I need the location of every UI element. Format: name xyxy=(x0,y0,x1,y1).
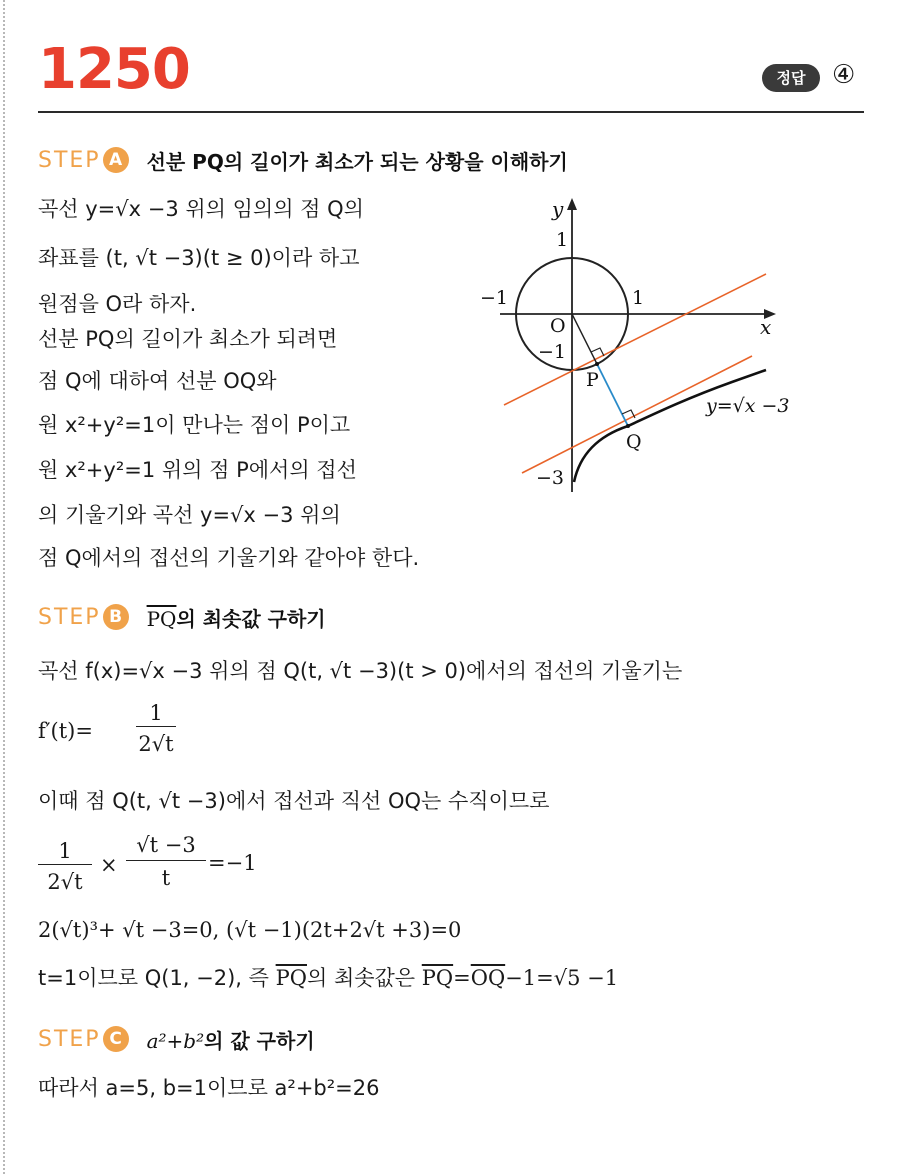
segment-pq xyxy=(597,364,628,426)
step-c-label: STEP xyxy=(38,1026,101,1052)
sqrt-curve xyxy=(574,370,766,482)
answer-value: ④ xyxy=(832,60,856,90)
step-c-heading xyxy=(38,1023,315,1055)
product-numerator-2: √t −3 xyxy=(126,830,206,861)
point-q xyxy=(626,424,630,428)
step-a-line-8: 의 기울기와 곡선 y=√x −3 위의 xyxy=(38,503,341,527)
step-a-line-1: 곡선 y=√x −3 위의 임의의 점 Q의 xyxy=(38,197,364,221)
tick-label-y-neg-1: −1 xyxy=(538,341,567,363)
product-times: × xyxy=(100,853,118,877)
header-divider xyxy=(38,111,864,113)
origin-label: O xyxy=(550,315,566,337)
step-b-label: STEP xyxy=(38,604,101,630)
step-b-line-6-b: 의 최솟값은 xyxy=(306,966,422,990)
step-a-badge: A xyxy=(103,147,129,173)
product-denominator-2: t xyxy=(161,866,171,890)
step-b-line-6-oq: $\overline{OQ}$ xyxy=(470,966,506,990)
step-a-line-4: 선분 PQ의 길이가 최소가 되려면 xyxy=(38,327,338,351)
tick-label-x-neg-1: −1 xyxy=(480,287,509,309)
tick-label-x-1: 1 xyxy=(632,287,645,309)
step-b-title-rest: 의 최솟값 구하기 xyxy=(176,606,326,631)
tick-label-y-neg-3: −3 xyxy=(536,467,565,489)
page-margin-rule xyxy=(3,0,5,1174)
product-denominator-1: 2√t xyxy=(47,870,83,894)
segment-op xyxy=(572,314,597,364)
step-c-title xyxy=(147,1025,315,1054)
point-label-p: P xyxy=(586,369,599,391)
step-b-title xyxy=(147,603,326,632)
step-c-title-rest: 의 값 구하기 xyxy=(204,1028,315,1053)
step-b-line-6-c: −1=√5 −1 xyxy=(505,966,619,990)
step-b-heading xyxy=(38,601,326,633)
axis-label-x: x xyxy=(760,315,772,339)
derivative-lhs: f′(t)= xyxy=(38,719,93,743)
product-numerator-1: 1 xyxy=(38,838,92,865)
step-b-line-6-pq2: $\overline{PQ}$ xyxy=(421,966,454,990)
step-b-line-3: 이때 점 Q(t, √t −3)에서 접선과 직선 OQ는 수직이므로 xyxy=(38,789,550,813)
y-axis-arrow-icon xyxy=(567,198,577,210)
step-a-label: STEP xyxy=(38,147,101,173)
step-b-line-1: 곡선 f(x)=√x −3 위의 점 Q(t, √t −3)(t > 0)에서의 접선의 기울기는 xyxy=(38,659,683,683)
axis-label-y: y xyxy=(552,197,564,221)
point-label-q: Q xyxy=(626,431,642,453)
product-rhs: =−1 xyxy=(208,851,257,875)
step-a-line-3: 원점을 O라 하자. xyxy=(38,292,197,316)
step-b-line-6 xyxy=(38,963,618,993)
step-a-line-7: 원 x²+y²=1 위의 점 P에서의 접선 xyxy=(38,458,357,482)
step-a-line-6: 원 x²+y²=1이 만나는 점이 P이고 xyxy=(38,413,351,437)
step-b-line-6-pq: $\overline{PQ}$ xyxy=(275,966,307,990)
step-b-line-6-eq: = xyxy=(453,966,471,990)
step-b-derivative xyxy=(38,716,93,746)
coordinate-graph xyxy=(470,192,850,512)
step-a-title: 선분 PQ의 길이가 최소가 되는 상황을 이해하기 xyxy=(146,149,568,174)
point-p xyxy=(595,362,599,366)
step-b-line-5: 2(√t)³+ √t −3=0, (√t −1)(2t+2√t +3)=0 xyxy=(38,918,462,942)
derivative-numerator: 1 xyxy=(136,700,176,727)
step-a-line-2: 좌표를 (t, √t −3)(t ≥ 0)이라 하고 xyxy=(38,246,360,270)
derivative-denominator: 2√t xyxy=(138,732,174,756)
step-a-line-5: 점 Q에 대하여 선분 OQ와 xyxy=(38,369,277,393)
answer-badge: 정답 xyxy=(762,64,820,92)
step-b-badge: B xyxy=(103,604,129,630)
step-a-heading xyxy=(38,144,568,176)
step-b-line-6-a: t=1이므로 Q(1, −2), 즉 xyxy=(38,966,276,990)
step-a-line-9: 점 Q에서의 접선의 기울기와 같아야 한다. xyxy=(38,546,420,570)
step-c-badge: C xyxy=(103,1026,129,1052)
curve-label: y=√x −3 xyxy=(706,395,790,417)
tick-label-y-1: 1 xyxy=(556,229,569,251)
step-c-title-math: a²+b² xyxy=(146,1028,205,1053)
problem-number: 1250 xyxy=(38,37,190,102)
step-c-line-1: 따라서 a=5, b=1이므로 a²+b²=26 xyxy=(38,1076,380,1100)
step-b-title-overline: $\overline{PQ}$ xyxy=(146,606,177,631)
